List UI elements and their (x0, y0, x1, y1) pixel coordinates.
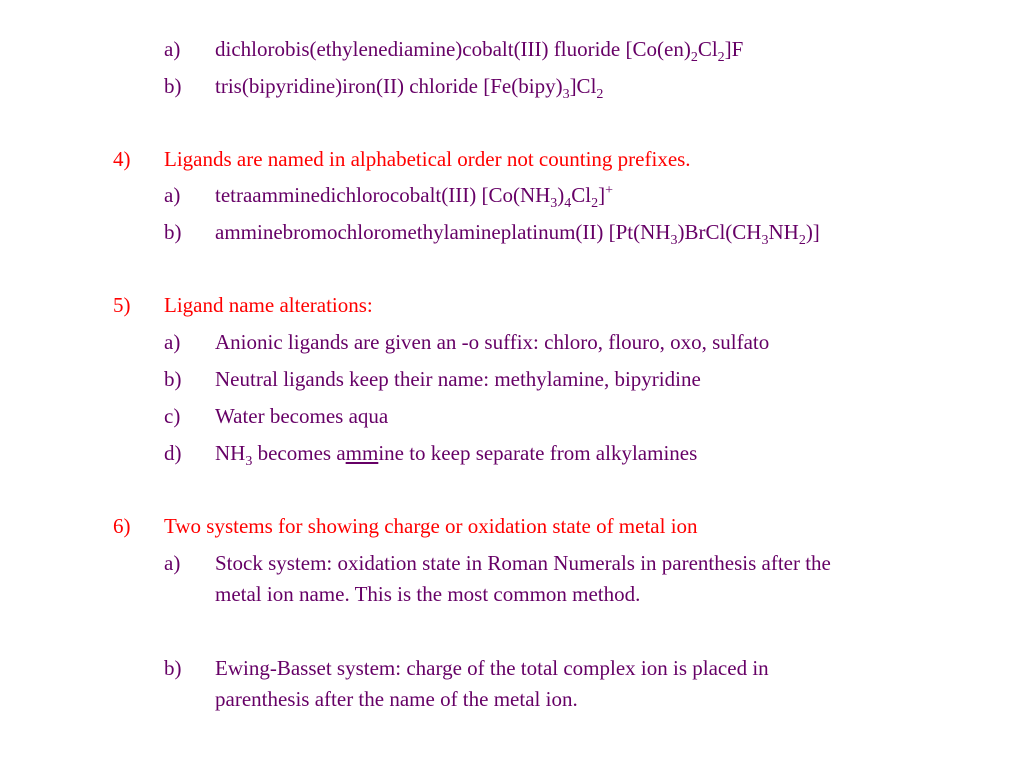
subscript: 3 (670, 233, 678, 248)
section-number: 5) (113, 293, 131, 317)
subscript: 3 (761, 233, 769, 248)
item-text: tetraamminedichlorocobalt(III) [Co(NH (215, 183, 551, 207)
item-text: dichlorobis(ethylenediamine)cobalt(III) fluoride [Co(en) (215, 37, 691, 61)
subscript: 3 (562, 87, 570, 102)
list-item: Anionic ligands are given an -o suffix: chloro, flouro, oxo, sulfato (215, 330, 770, 354)
section-number: 6) (113, 514, 131, 538)
subscript: 3 (245, 454, 253, 469)
section-heading: Two systems for showing charge or oxidation state of metal ion (164, 514, 698, 538)
section-heading: Ligand name alterations: (164, 293, 373, 317)
list-item (215, 182, 614, 211)
item-text: ]Cl (569, 74, 597, 98)
item-text: becomes a (252, 441, 346, 465)
item-text: amminebromochloromethylamineplatinum(II) [Pt(NH (215, 220, 671, 244)
list-marker: b) (164, 220, 182, 244)
item-text: NH (215, 441, 246, 465)
item-text: tris(bipyridine)iron(II) chloride [Fe(bipy) (215, 74, 563, 98)
list-marker: b) (164, 367, 182, 391)
list-marker: a) (164, 330, 181, 354)
item-text: ]F (724, 37, 744, 61)
item-text: )BrCl(CH (677, 220, 762, 244)
list-item-line: Ewing-Basset system: charge of the total complex ion is placed in (215, 656, 769, 680)
item-text: Cl (571, 183, 592, 207)
list-marker: b) (164, 656, 182, 680)
subscript: 2 (717, 50, 725, 65)
list-item (215, 219, 820, 248)
subscript: 2 (591, 196, 599, 211)
subscript: 3 (550, 196, 558, 211)
subscript: 2 (596, 87, 604, 102)
item-text: )] (805, 220, 820, 244)
list-item-line: Stock system: oxidation state in Roman Numerals in parenthesis after the (215, 551, 831, 575)
list-item-line: metal ion name. This is the most common method. (215, 582, 641, 606)
item-text: ine to keep separate from alkylamines (378, 441, 698, 465)
list-item-line: parenthesis after the name of the metal ion. (215, 687, 578, 711)
item-text: Cl (697, 37, 718, 61)
subscript: 2 (798, 233, 806, 248)
superscript: + (605, 183, 614, 198)
list-marker: a) (164, 551, 181, 575)
list-marker: b) (164, 74, 182, 98)
item-text: ) (557, 183, 565, 207)
section-heading: Ligands are named in alphabetical order not counting prefixes. (164, 147, 691, 171)
list-item (215, 36, 744, 65)
subscript: 2 (690, 50, 698, 65)
list-item: Water becomes aqua (215, 404, 389, 428)
item-text: NH (768, 220, 799, 244)
list-item: Neutral ligands keep their name: methylamine, bipyridine (215, 367, 701, 391)
list-item (215, 73, 604, 102)
underlined-text: mm (345, 441, 379, 465)
list-item (215, 440, 698, 469)
list-marker: a) (164, 183, 181, 207)
list-marker: c) (164, 404, 181, 428)
list-marker: d) (164, 441, 182, 465)
item-text: ] (598, 183, 606, 207)
subscript: 4 (564, 196, 572, 211)
list-marker: a) (164, 37, 181, 61)
section-number: 4) (113, 147, 131, 171)
